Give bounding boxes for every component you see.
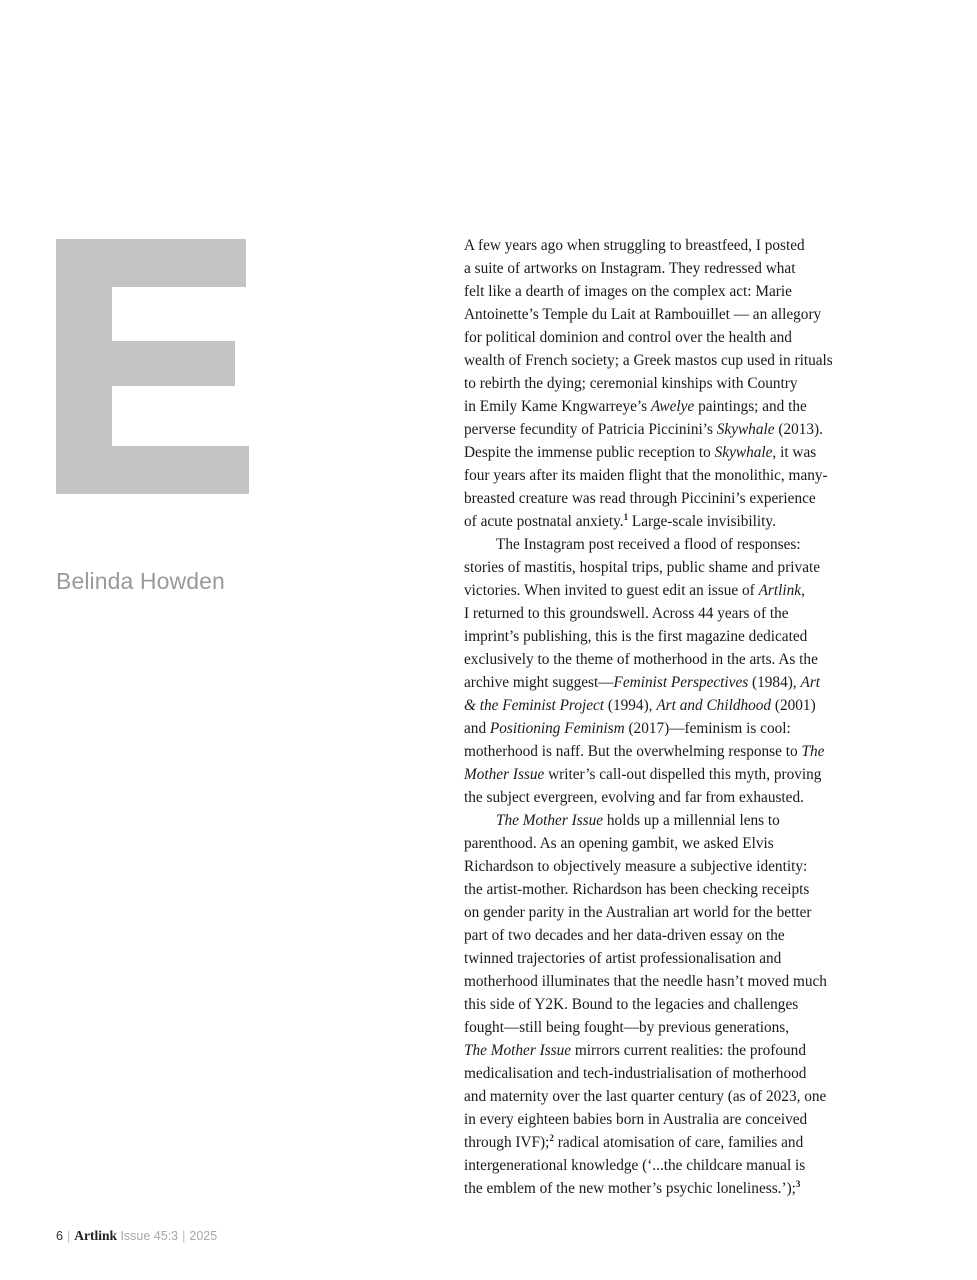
body-line [464,280,874,303]
body-line [464,878,874,901]
text-run: (1984), [748,674,801,691]
text-run: twinned trajectories of artist professionalisation and [464,950,782,967]
body-line [464,303,874,326]
footnote-ref: 1 [623,512,629,522]
text-run: parenthood. As an opening gambit, we asked Elvis [464,835,774,852]
italic-title: & the Feminist Project [464,697,605,714]
body-line [464,1085,874,1108]
body-line [464,717,874,740]
text-run: writer’s call-out dispelled this myth, proving [544,766,822,783]
page-number: 6 [56,1229,63,1243]
text-run: mirrors current realities: the profound [571,1042,806,1059]
text-run: (2013). [774,421,823,438]
body-line [464,556,874,579]
text-run: victories. When invited to guest edit an issue of [464,582,759,599]
text-run: and [464,720,490,737]
body-line [464,855,874,878]
text-run: , [801,582,805,599]
text-run: the emblem of the new mother’s psychic loneliness.’); [464,1180,796,1197]
body-line [464,418,874,441]
footnote-ref: 2 [549,1133,554,1143]
body-line [464,832,874,855]
body-line [464,763,874,786]
page-footer [56,1228,217,1244]
text-run: motherhood illuminates that the needle hasn’t moved much [464,973,827,990]
text-run: motherhood is naff. But the overwhelming response to [464,743,802,760]
footnote-ref: 3 [795,1179,801,1189]
author-name: Belinda Howden [56,568,225,594]
text-run: paintings; and the [694,398,807,415]
body-line [464,1016,874,1039]
body-line [464,487,874,510]
text-run: archive might suggest— [464,674,614,691]
issue-year: 2025 [189,1229,218,1243]
body-line [464,326,874,349]
drop-cap-e-graphic [56,239,249,494]
text-run: (1994), [604,697,657,714]
italic-title: The Mother Issue [496,812,604,829]
body-line [464,349,874,372]
body-line [464,510,874,533]
body-line [464,1131,874,1154]
italic-title: The [801,743,825,760]
text-run: of acute postnatal anxiety. [464,513,624,530]
text-run: (2017)—feminism is cool: [624,720,791,737]
text-run: wealth of French society; a Greek mastos cup used in rituals [464,352,833,369]
article-body [464,234,874,1200]
body-line [464,970,874,993]
text-run: for political dominion and control over the health and [464,329,792,346]
text-run: the artist-mother. Richardson has been checking receipts [464,881,810,898]
text-run: holds up a millennial lens to [603,812,780,829]
body-line [464,901,874,924]
text-run: exclusively to the theme of motherhood in the arts. As the [464,651,818,668]
body-line [464,234,874,257]
text-run: in Emily Kame Kngwarreye’s [464,398,651,415]
magazine-brand: Artlink [74,1228,117,1243]
text-run: in every eighteen babies born in Australia are conceived [464,1111,808,1128]
text-run: and maternity over the last quarter century (as of 2023, one [464,1088,827,1105]
text-run: intergenerational knowledge (‘...the childcare manual is [464,1157,806,1174]
text-run: four years after its maiden flight that the monolithic, many- [464,467,828,484]
italic-title: Skywhale [714,444,773,461]
text-run: on gender parity in the Australian art world for the better [464,904,812,921]
text-run: stories of mastitis, hospital trips, public shame and private [464,559,821,576]
text-run: Richardson to objectively measure a subjective identity: [464,858,808,875]
italic-title: Mother Issue [464,766,545,783]
body-line [464,993,874,1016]
body-line [464,602,874,625]
text-run: Antoinette’s Temple du Lait at Rambouillet — an allegory [464,306,822,323]
text-run: Large-scale invisibility. [628,513,776,530]
italic-title: Feminist Perspectives [613,674,749,691]
text-run: a suite of artworks on Instagram. They redressed what [464,260,796,277]
italic-title: Awelye [650,398,695,415]
text-run: this side of Y2K. Bound to the legacies and challenges [464,996,799,1013]
text-run: The Instagram post received a flood of responses: [496,536,801,553]
text-run: medicalisation and tech-industrialisation of motherhood [464,1065,807,1082]
body-line [464,786,874,809]
text-run: imprint’s publishing, this is the first magazine dedicated [464,628,808,645]
body-line [464,694,874,717]
text-run: Despite the immense public reception to [464,444,715,461]
body-line [464,1039,874,1062]
body-line [464,395,874,418]
text-run: (2001) [771,697,816,714]
body-line [464,1154,874,1177]
text-run: part of two decades and her data-driven essay on the [464,927,785,944]
body-line [464,625,874,648]
issue-number: Issue 45:3 [120,1229,179,1243]
text-run: to rebirth the dying; ceremonial kinships with Country [464,375,798,392]
text-run: A few years ago when struggling to breastfeed, I posted [464,237,805,254]
drop-cap-letter [56,239,249,494]
text-run: perverse fecundity of Patricia Piccinini’s [464,421,717,438]
body-line [464,809,874,832]
body-line [464,372,874,395]
body-line [464,257,874,280]
footer-separator: | [66,1229,71,1243]
body-line [464,464,874,487]
text-run: , it was [772,444,817,461]
italic-title: Art [800,674,821,691]
text-run: fought—still being fought—by previous generations, [464,1019,790,1036]
body-line [464,1062,874,1085]
italic-title: Art and Childhood [656,697,772,714]
text-run: the subject evergreen, evolving and far from exhausted. [464,789,804,806]
text-run: I returned to this groundswell. Across 44 years of the [464,605,789,622]
body-line [464,924,874,947]
text-run: felt like a dearth of images on the complex act: Marie [464,283,792,300]
body-line [464,740,874,763]
italic-title: Positioning Feminism [489,720,625,737]
body-line [464,947,874,970]
drop-cap-e-shape [56,239,249,494]
italic-title: Artlink [758,582,802,599]
footer-separator: | [182,1229,186,1243]
body-line [464,671,874,694]
text-run: breasted creature was read through Piccinini’s experience [464,490,816,507]
italic-title: Skywhale [716,421,775,438]
body-line [464,533,874,556]
body-line [464,1108,874,1131]
body-line [464,1177,874,1200]
italic-title: The Mother Issue [464,1042,572,1059]
text-run: radical atomisation of care, families and [553,1134,804,1151]
body-line [464,648,874,671]
text-run: through IVF); [464,1134,550,1151]
body-line [464,579,874,602]
body-line [464,441,874,464]
